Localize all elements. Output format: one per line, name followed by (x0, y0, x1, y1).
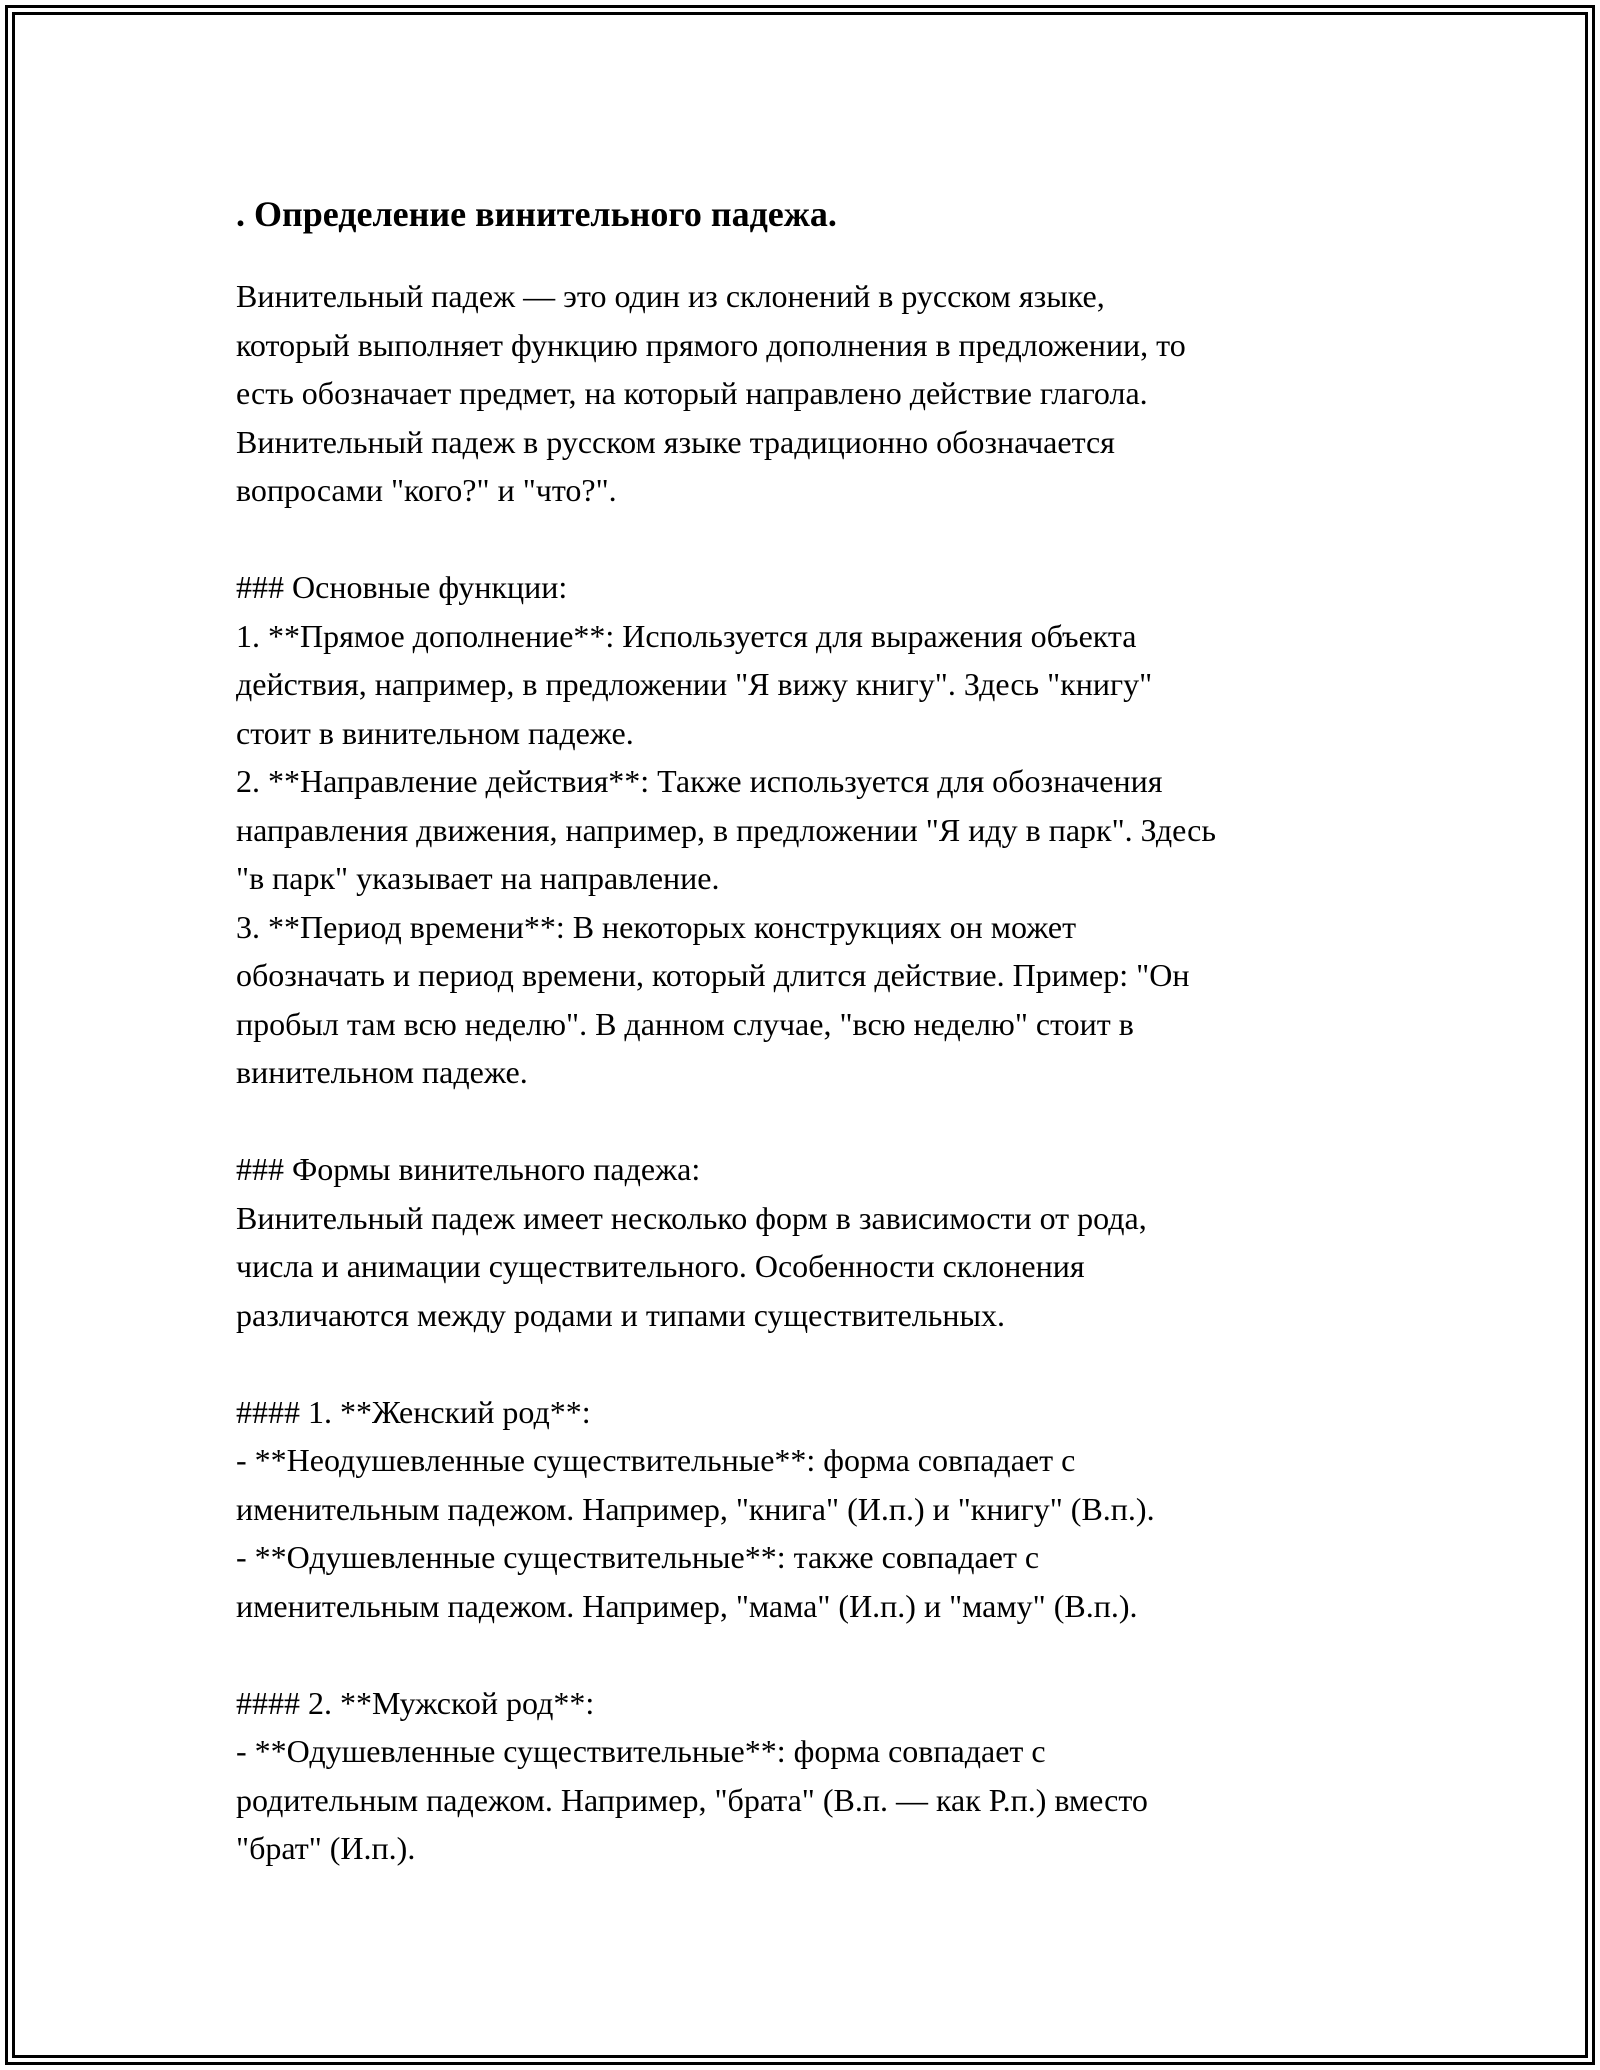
text-line: родительным падежом. Например, "брата" (В.п. — как Р.п.) вместо (236, 1781, 1148, 1818)
section-heading: ### Основные функции: (236, 569, 568, 605)
text-line: есть обозначает предмет, на который направлено действие глагола. (236, 375, 1148, 411)
text-line: действия, например, в предложении "Я вижу книгу". Здесь "книгу" (236, 666, 1153, 702)
text-line: - **Неодушевленные существительные**: форма совпадает с (236, 1442, 1076, 1478)
text-line: вопросами "кого?" и "что?". (236, 472, 617, 508)
text-line: Винительный падеж имеет несколько форм в зависимости от рода, (236, 1199, 1147, 1236)
text-line: числа и анимации существительного. Особенности склонения (236, 1248, 1085, 1284)
text-line: 2. **Направление действия**: Также используется для обозначения (236, 763, 1163, 799)
blank-line (236, 515, 1366, 564)
blank-line (236, 1339, 1366, 1388)
document-body (236, 190, 1366, 1873)
text-line: - **Одушевленные существительные**: форма совпадает с (236, 1733, 1046, 1769)
text-line: пробыл там всю неделю". В данном случае, "всю неделю" стоит в (236, 1005, 1134, 1042)
text-line: различаются между родами и типами существительных. (236, 1296, 1005, 1333)
subsection-heading: #### 1. **Женский род**: (236, 1393, 591, 1430)
subsection-heading: #### 2. **Мужской род**: (236, 1684, 595, 1721)
text-line: 1. **Прямое дополнение**: Используется для выражения объекта (236, 617, 1137, 654)
text-line: именительным падежом. Например, "мама" (И.п.) и "маму" (В.п.). (236, 1587, 1138, 1624)
text-line: "брат" (И.п.). (236, 1830, 416, 1866)
text-line: винительном падеже. (236, 1054, 528, 1090)
document-title: . Определение винительного падежа. (236, 194, 837, 234)
blank-line (236, 1097, 1366, 1146)
section-heading: ### Формы винительного падежа: (236, 1151, 701, 1187)
text-line: Винительный падеж — это один из склонений в русском языке, (236, 278, 1105, 314)
text-line: 3. **Период времени**: В некоторых конструкциях он может (236, 908, 1077, 945)
text-line: направления движения, например, в предложении "Я иду в парк". Здесь (236, 811, 1216, 848)
text-line: - **Одушевленные существительные**: также совпадает с (236, 1539, 1040, 1575)
text-line: который выполняет функцию прямого дополнения в предложении, то (236, 326, 1186, 363)
blank-line (236, 1630, 1366, 1679)
text-line: стоит в винительном падеже. (236, 714, 634, 751)
text-line: Винительный падеж в русском языке традиционно обозначается (236, 423, 1115, 460)
text-line: обозначать и период времени, который длится действие. Пример: "Он (236, 957, 1190, 993)
text-line: именительным падежом. Например, "книга" (И.п.) и "книгу" (В.п.). (236, 1490, 1155, 1527)
text-line: "в парк" указывает на направление. (236, 860, 720, 896)
